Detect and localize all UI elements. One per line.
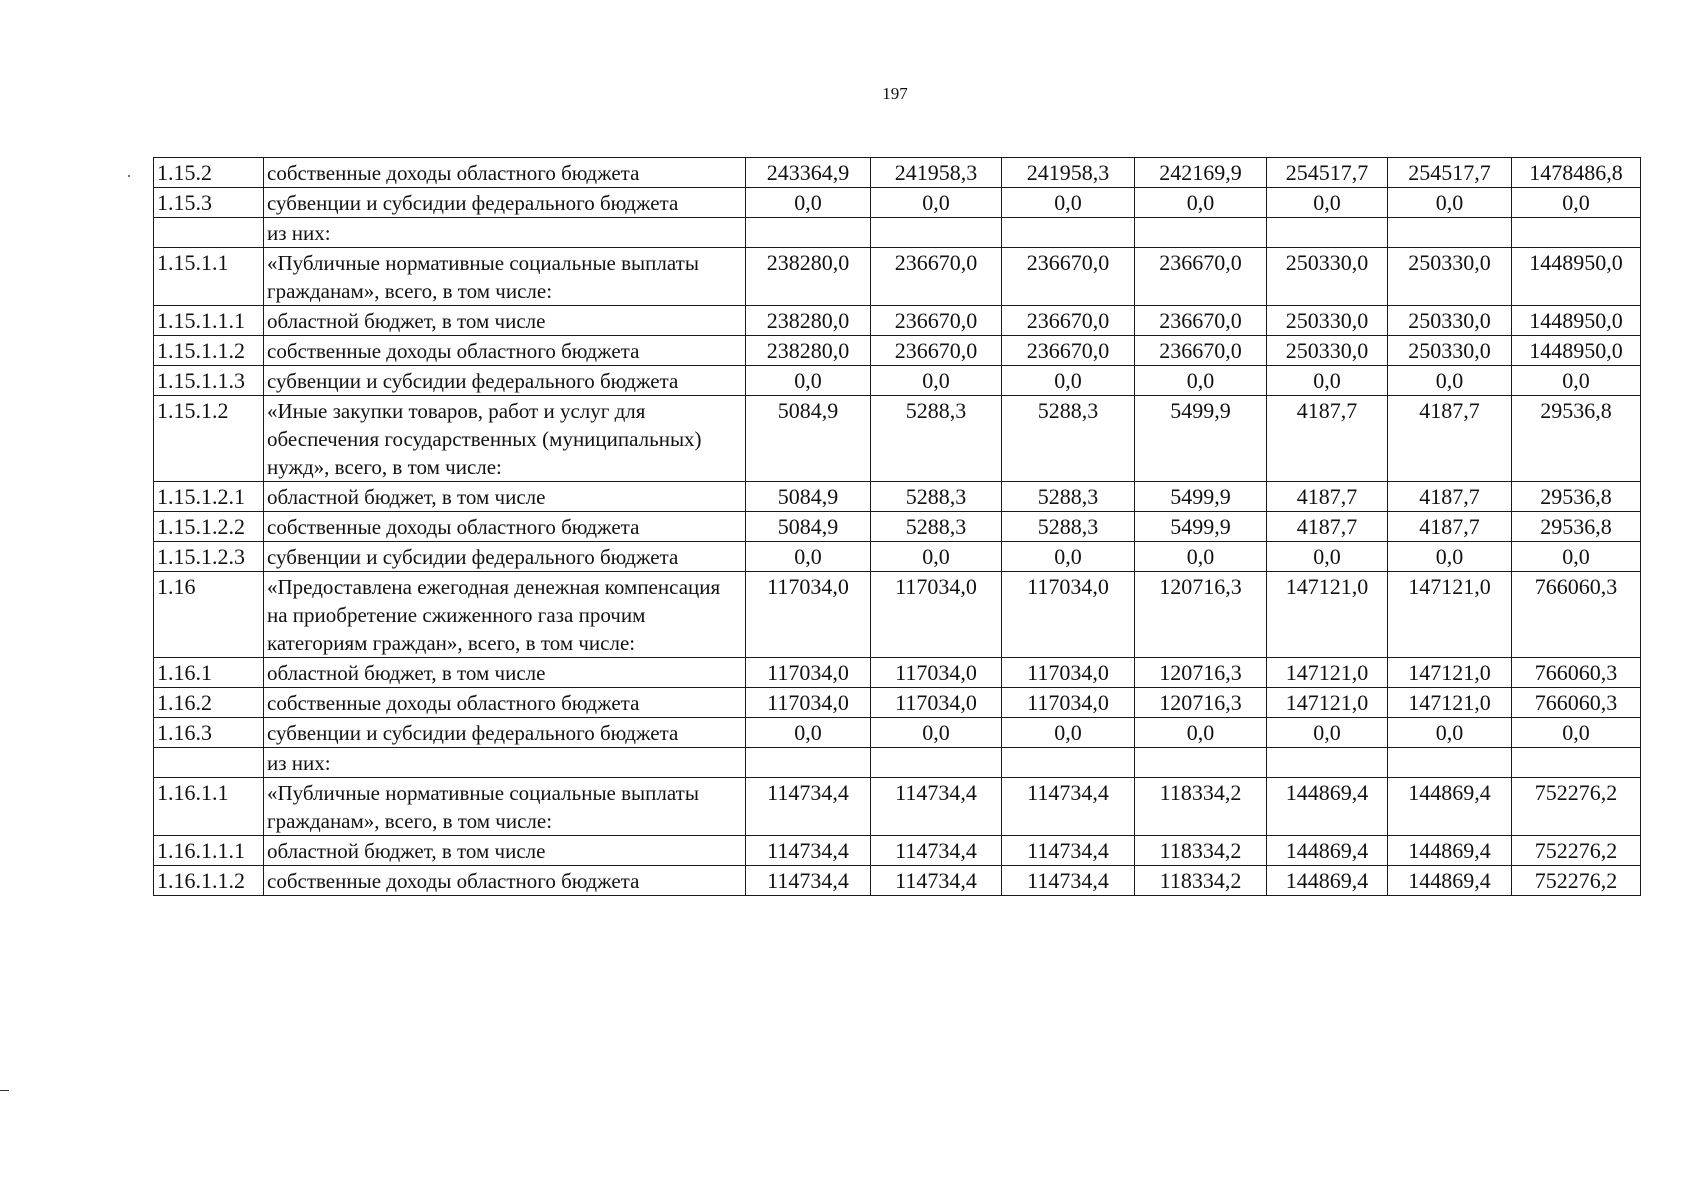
row-value-2: 5288,3 (871, 512, 1002, 542)
row-value-1: 117034,0 (746, 572, 871, 658)
row-value-7: 752276,2 (1512, 866, 1641, 896)
row-value-7: 0,0 (1512, 718, 1641, 748)
row-value-6 (1388, 218, 1512, 248)
row-value-6: 250330,0 (1388, 336, 1512, 366)
row-value-3 (1002, 748, 1135, 778)
row-value-1: 114734,4 (746, 778, 871, 836)
row-value-6: 0,0 (1388, 542, 1512, 572)
table-row (154, 218, 1641, 248)
row-value-2: 114734,4 (871, 778, 1002, 836)
row-description: собственные доходы областного бюджета (264, 158, 746, 188)
row-description: «Предоставлена ежегодная денежная компенсация на приобретение сжиженного газа прочим категориям граждан», всего, в том числе: (264, 572, 746, 658)
row-value-1: 238280,0 (746, 248, 871, 306)
row-value-4: 120716,3 (1135, 688, 1267, 718)
row-description: субвенции и субсидии федерального бюджета (264, 188, 746, 218)
row-value-7: 29536,8 (1512, 396, 1641, 482)
row-value-4: 236670,0 (1135, 336, 1267, 366)
row-value-3: 0,0 (1002, 188, 1135, 218)
row-value-1: 0,0 (746, 718, 871, 748)
row-value-3: 0,0 (1002, 718, 1135, 748)
row-code: 1.16.3 (154, 718, 264, 748)
row-value-7: 766060,3 (1512, 658, 1641, 688)
table-row (154, 396, 1641, 482)
row-description: субвенции и субсидии федерального бюджета (264, 366, 746, 396)
row-value-6: 147121,0 (1388, 688, 1512, 718)
row-value-5: 4187,7 (1267, 396, 1388, 482)
row-code: 1.16.1 (154, 658, 264, 688)
table-row (154, 306, 1641, 336)
row-value-3: 114734,4 (1002, 866, 1135, 896)
row-value-4: 5499,9 (1135, 396, 1267, 482)
table-row (154, 336, 1641, 366)
table-body (154, 158, 1641, 896)
row-description: областной бюджет, в том числе (264, 482, 746, 512)
row-value-5: 0,0 (1267, 542, 1388, 572)
row-code: 1.16.2 (154, 688, 264, 718)
row-value-5: 147121,0 (1267, 658, 1388, 688)
row-description: собственные доходы областного бюджета (264, 336, 746, 366)
row-value-5 (1267, 748, 1388, 778)
row-value-4: 118334,2 (1135, 836, 1267, 866)
row-description: «Публичные нормативные социальные выплаты гражданам», всего, в том числе: (264, 778, 746, 836)
page-number: 197 (882, 84, 908, 103)
row-value-1 (746, 748, 871, 778)
row-value-5: 147121,0 (1267, 688, 1388, 718)
row-description: собственные доходы областного бюджета (264, 688, 746, 718)
row-value-7: 752276,2 (1512, 778, 1641, 836)
row-value-7: 766060,3 (1512, 572, 1641, 658)
row-value-1: 238280,0 (746, 306, 871, 336)
margin-mark (0, 1090, 9, 1091)
row-code: 1.15.1.1.3 (154, 366, 264, 396)
row-value-1: 243364,9 (746, 158, 871, 188)
row-value-1: 114734,4 (746, 866, 871, 896)
row-value-2: 117034,0 (871, 688, 1002, 718)
row-value-6 (1388, 748, 1512, 778)
row-value-4: 0,0 (1135, 718, 1267, 748)
row-value-5: 254517,7 (1267, 158, 1388, 188)
row-value-7: 29536,8 (1512, 482, 1641, 512)
row-value-6: 0,0 (1388, 718, 1512, 748)
row-value-2: 5288,3 (871, 482, 1002, 512)
row-value-5: 0,0 (1267, 366, 1388, 396)
row-value-6: 0,0 (1388, 188, 1512, 218)
row-value-1: 0,0 (746, 542, 871, 572)
row-code (154, 748, 264, 778)
row-value-4: 5499,9 (1135, 512, 1267, 542)
row-code: 1.16.1.1 (154, 778, 264, 836)
row-value-3: 0,0 (1002, 366, 1135, 396)
row-value-3: 114734,4 (1002, 836, 1135, 866)
row-value-4 (1135, 748, 1267, 778)
row-value-7: 1448950,0 (1512, 336, 1641, 366)
row-value-6: 4187,7 (1388, 396, 1512, 482)
row-value-3: 0,0 (1002, 542, 1135, 572)
row-description: из них: (264, 748, 746, 778)
row-value-3: 5288,3 (1002, 482, 1135, 512)
row-value-5: 0,0 (1267, 718, 1388, 748)
row-value-7 (1512, 748, 1641, 778)
table-row (154, 572, 1641, 658)
row-description: собственные доходы областного бюджета (264, 512, 746, 542)
row-code (154, 218, 264, 248)
row-value-7: 0,0 (1512, 542, 1641, 572)
table-row (154, 718, 1641, 748)
row-value-3: 117034,0 (1002, 688, 1135, 718)
row-value-5: 250330,0 (1267, 306, 1388, 336)
row-code: 1.15.1.2 (154, 396, 264, 482)
row-value-1: 238280,0 (746, 336, 871, 366)
row-value-5 (1267, 218, 1388, 248)
row-value-2: 0,0 (871, 542, 1002, 572)
row-value-4: 242169,9 (1135, 158, 1267, 188)
row-value-1: 0,0 (746, 188, 871, 218)
row-value-5: 144869,4 (1267, 778, 1388, 836)
row-value-6: 147121,0 (1388, 658, 1512, 688)
table-row (154, 366, 1641, 396)
row-value-7: 0,0 (1512, 188, 1641, 218)
row-value-2 (871, 218, 1002, 248)
table-row (154, 482, 1641, 512)
row-value-2: 236670,0 (871, 336, 1002, 366)
row-description: «Публичные нормативные социальные выплаты гражданам», всего, в том числе: (264, 248, 746, 306)
row-value-6: 147121,0 (1388, 572, 1512, 658)
row-value-6: 4187,7 (1388, 512, 1512, 542)
table-row (154, 542, 1641, 572)
budget-table (153, 157, 1641, 896)
row-value-4 (1135, 218, 1267, 248)
row-value-5: 0,0 (1267, 188, 1388, 218)
row-code: 1.15.3 (154, 188, 264, 218)
table-row (154, 748, 1641, 778)
margin-mark (128, 175, 130, 177)
row-value-4: 118334,2 (1135, 866, 1267, 896)
row-value-1: 0,0 (746, 366, 871, 396)
row-value-4: 0,0 (1135, 542, 1267, 572)
row-value-5: 4187,7 (1267, 482, 1388, 512)
row-value-3: 114734,4 (1002, 778, 1135, 836)
row-code: 1.15.1.1.2 (154, 336, 264, 366)
row-value-7: 1448950,0 (1512, 306, 1641, 336)
row-value-6: 250330,0 (1388, 306, 1512, 336)
table-row (154, 778, 1641, 836)
row-value-5: 250330,0 (1267, 336, 1388, 366)
row-value-4: 118334,2 (1135, 778, 1267, 836)
row-value-1: 117034,0 (746, 688, 871, 718)
row-code: 1.15.1.2.2 (154, 512, 264, 542)
row-value-7 (1512, 218, 1641, 248)
row-value-2 (871, 748, 1002, 778)
row-value-7: 29536,8 (1512, 512, 1641, 542)
row-value-2: 5288,3 (871, 396, 1002, 482)
row-code: 1.16.1.1.2 (154, 866, 264, 896)
row-code: 1.15.1.1.1 (154, 306, 264, 336)
row-code: 1.15.1.2.1 (154, 482, 264, 512)
table-row (154, 658, 1641, 688)
row-value-2: 241958,3 (871, 158, 1002, 188)
row-value-2: 0,0 (871, 366, 1002, 396)
row-value-3: 117034,0 (1002, 572, 1135, 658)
row-value-1: 114734,4 (746, 836, 871, 866)
row-value-2: 0,0 (871, 718, 1002, 748)
row-value-6: 4187,7 (1388, 482, 1512, 512)
row-value-2: 0,0 (871, 188, 1002, 218)
row-value-7: 1478486,8 (1512, 158, 1641, 188)
row-value-3: 236670,0 (1002, 336, 1135, 366)
row-description: областной бюджет, в том числе (264, 306, 746, 336)
row-value-6: 144869,4 (1388, 778, 1512, 836)
row-value-4: 236670,0 (1135, 248, 1267, 306)
row-value-5: 4187,7 (1267, 512, 1388, 542)
row-value-6: 0,0 (1388, 366, 1512, 396)
row-value-2: 236670,0 (871, 248, 1002, 306)
row-value-4: 0,0 (1135, 366, 1267, 396)
row-value-1: 5084,9 (746, 396, 871, 482)
row-value-4: 120716,3 (1135, 572, 1267, 658)
table-row (154, 836, 1641, 866)
table-row (154, 158, 1641, 188)
row-description: из них: (264, 218, 746, 248)
row-description: областной бюджет, в том числе (264, 658, 746, 688)
row-value-3: 117034,0 (1002, 658, 1135, 688)
row-code: 1.15.1.1 (154, 248, 264, 306)
row-description: субвенции и субсидии федерального бюджета (264, 718, 746, 748)
row-value-3: 236670,0 (1002, 248, 1135, 306)
row-value-4: 236670,0 (1135, 306, 1267, 336)
row-value-6: 254517,7 (1388, 158, 1512, 188)
row-value-7: 1448950,0 (1512, 248, 1641, 306)
row-value-5: 144869,4 (1267, 836, 1388, 866)
table-row (154, 512, 1641, 542)
row-value-6: 144869,4 (1388, 836, 1512, 866)
row-value-6: 250330,0 (1388, 248, 1512, 306)
row-value-5: 250330,0 (1267, 248, 1388, 306)
row-value-1 (746, 218, 871, 248)
row-value-7: 766060,3 (1512, 688, 1641, 718)
table-row (154, 688, 1641, 718)
row-value-7: 0,0 (1512, 366, 1641, 396)
row-value-2: 117034,0 (871, 658, 1002, 688)
row-value-4: 120716,3 (1135, 658, 1267, 688)
row-code: 1.15.2 (154, 158, 264, 188)
row-code: 1.15.1.2.3 (154, 542, 264, 572)
row-value-4: 5499,9 (1135, 482, 1267, 512)
row-value-3: 5288,3 (1002, 396, 1135, 482)
table-row (154, 866, 1641, 896)
row-description: областной бюджет, в том числе (264, 836, 746, 866)
row-description: «Иные закупки товаров, работ и услуг для обеспечения государственных (муниципальных) нужд», всего, в том числе: (264, 396, 746, 482)
row-value-4: 0,0 (1135, 188, 1267, 218)
row-description: субвенции и субсидии федерального бюджета (264, 542, 746, 572)
row-value-7: 752276,2 (1512, 836, 1641, 866)
row-value-5: 147121,0 (1267, 572, 1388, 658)
row-description: собственные доходы областного бюджета (264, 866, 746, 896)
row-value-2: 114734,4 (871, 836, 1002, 866)
table-row (154, 188, 1641, 218)
row-value-3: 236670,0 (1002, 306, 1135, 336)
table-row (154, 248, 1641, 306)
row-value-6: 144869,4 (1388, 866, 1512, 896)
row-value-3 (1002, 218, 1135, 248)
row-value-1: 5084,9 (746, 512, 871, 542)
row-value-2: 117034,0 (871, 572, 1002, 658)
row-value-3: 241958,3 (1002, 158, 1135, 188)
row-value-3: 5288,3 (1002, 512, 1135, 542)
row-value-2: 114734,4 (871, 866, 1002, 896)
row-value-1: 117034,0 (746, 658, 871, 688)
row-value-2: 236670,0 (871, 306, 1002, 336)
row-value-1: 5084,9 (746, 482, 871, 512)
row-code: 1.16 (154, 572, 264, 658)
row-code: 1.16.1.1.1 (154, 836, 264, 866)
row-value-5: 144869,4 (1267, 866, 1388, 896)
